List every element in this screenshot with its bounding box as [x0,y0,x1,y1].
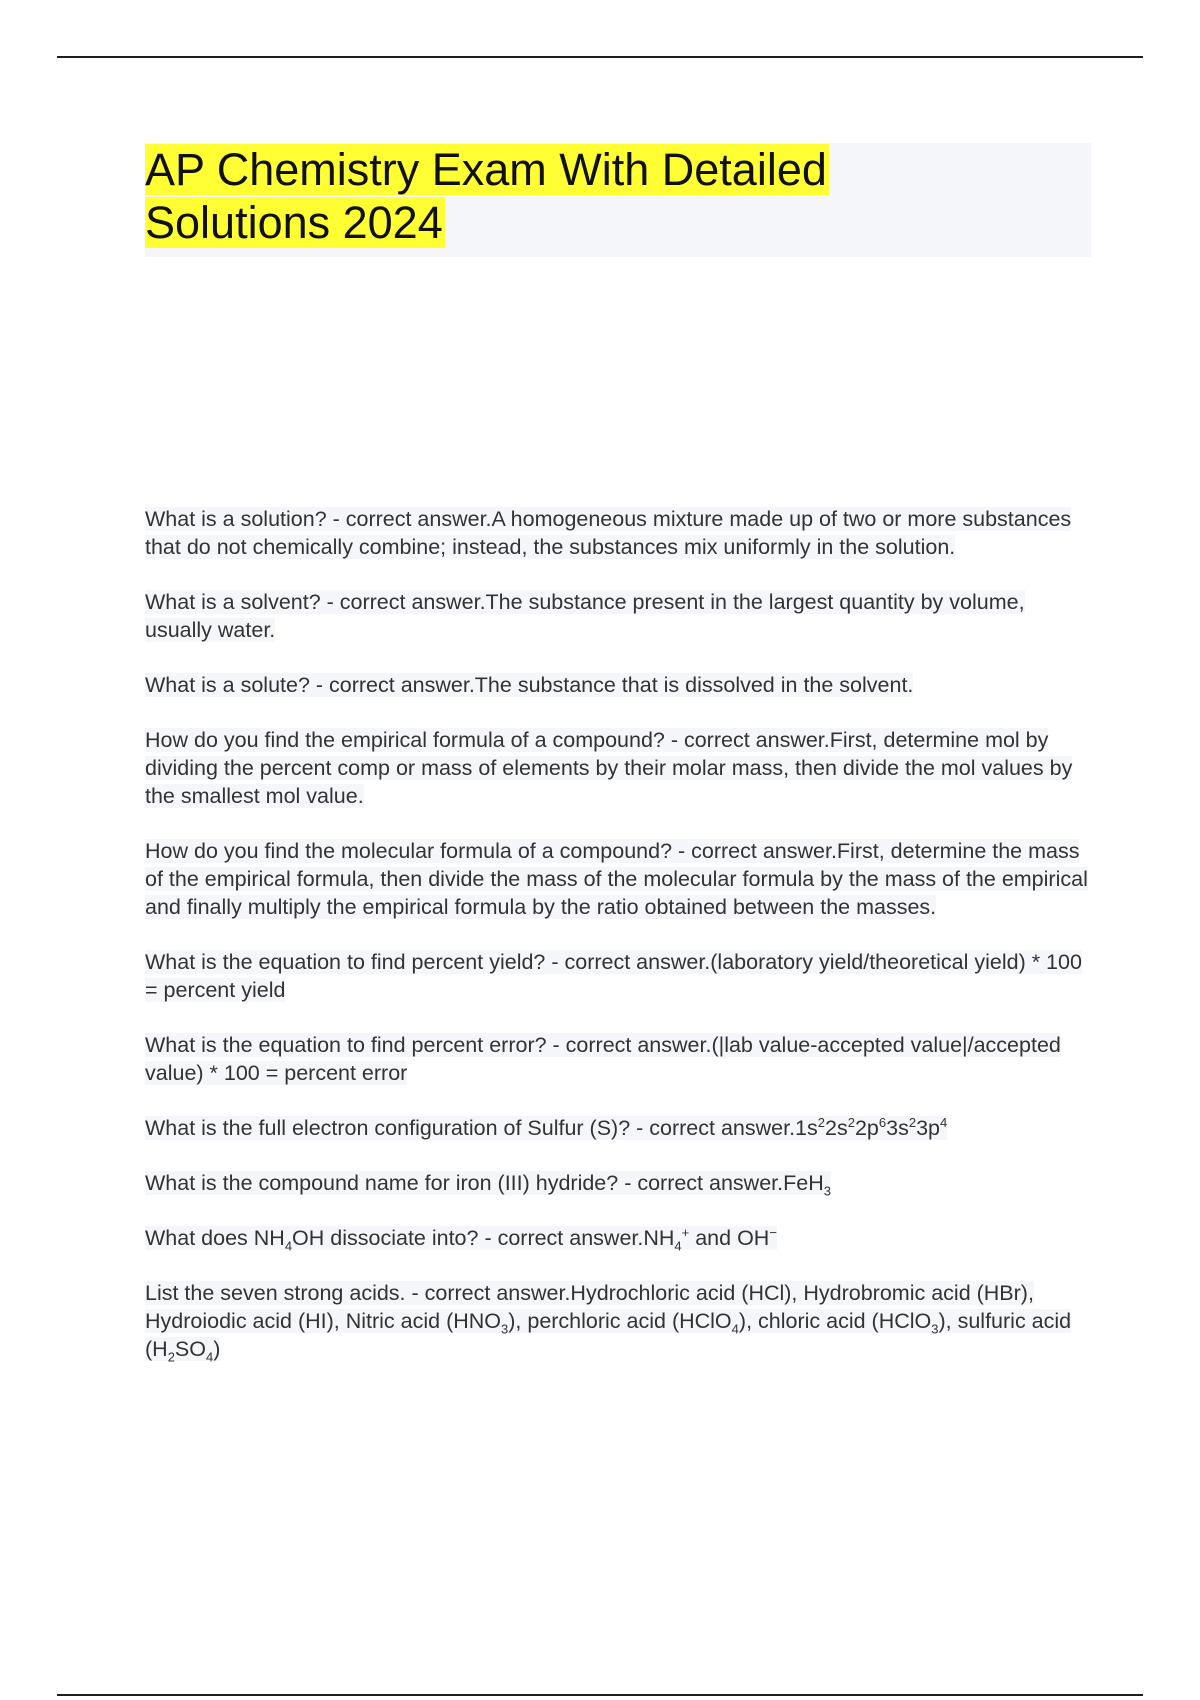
qa-item [145,837,1091,921]
qa-text-part: ), chloric acid (HClO [738,1309,932,1333]
qa-text-part: What does NH [145,1226,285,1250]
qa-text: How do you find the empirical formula of a compound? - correct answer.First, determine mol by dividing the percent comp or mass of elements by their molar mass, then divide the mol values by the smallest mol value. [145,728,1073,808]
footer-rule [57,1694,1143,1696]
title-block [145,143,1091,257]
superscript: 2 [817,1114,826,1130]
qa-item [145,1169,1091,1197]
qa-text: What is a solute? - correct answer.The substance that is dissolved in the solvent. [145,673,914,697]
qa-text [145,1116,947,1140]
qa-item [145,1224,1091,1252]
superscript: − [769,1224,777,1240]
qa-text-part: ), sulfuric acid (H [145,1309,1072,1361]
qa-item [145,1031,1091,1087]
qa-item [145,505,1091,561]
header-rule [57,56,1143,58]
qa-item [145,588,1091,644]
qa-text: What is a solution? - correct answer.A homogeneous mixture made up of two or more substances that do not chemically combine; instead, the substances mix uniformly in the solution. [145,507,1072,559]
qa-text: What is the equation to find percent error? - correct answer.(|lab value-accepted value|/accepted value) * 100 = percent error [145,1033,1061,1085]
superscript: + [681,1224,690,1240]
qa-text-part: 2s [825,1116,848,1140]
subscript: 2 [167,1349,175,1365]
qa-text [145,1224,777,1254]
superscript: 6 [878,1114,887,1130]
qa-text-part: What is the full electron configuration of Sulfur (S)? - correct answer.1s [145,1116,818,1140]
subscript: 3 [823,1183,831,1199]
qa-text-part: 2p [854,1116,879,1140]
qa-text-part: ), perchloric acid (HClO [508,1309,732,1333]
qa-text: What is the equation to find percent yield? - correct answer.(laboratory yield/theoretical yield) * 100 = percent yield [145,950,1082,1002]
qa-text-part: OH dissociate into? - correct answer.NH [292,1226,675,1250]
qa-text-part: SO [174,1337,206,1361]
superscript: 2 [847,1114,855,1130]
qa-text-part: List the seven strong acids. - correct answer.Hydrochloric acid (HCl), Hydrobromic acid (HBr), Hydroiodic acid (HI), Nitric acid (HNO [145,1281,1034,1333]
qa-list [145,505,1091,1390]
qa-item [145,671,1091,699]
qa-text: What is a solvent? - correct answer.The substance present in the largest quantity by volume, usually water. [145,590,1025,642]
subscript: 3 [931,1321,939,1337]
subscript: 4 [206,1349,214,1365]
qa-item [145,1279,1091,1363]
subscript: 4 [731,1321,739,1337]
qa-text: How do you find the molecular formula of a compound? - correct answer.First, determine the mass of the empirical formula, then divide the mass of the molecular formula by the mass of the empirical and finally multiply the empirical formula by the ratio obtained between the masses. [145,839,1088,919]
qa-text [145,1281,1072,1365]
superscript: 2 [908,1114,917,1130]
qa-item [145,948,1091,1004]
title-line-2: Solutions 2024 [145,197,443,248]
subscript: 3 [501,1321,509,1337]
qa-item [145,726,1091,810]
superscript: 4 [940,1114,948,1130]
qa-text-part: and OH [689,1226,770,1250]
qa-text-part: What is the compound name for iron (III) hydride? - correct answer.FeH [145,1171,824,1195]
qa-text-part: ) [213,1337,221,1361]
subscript: 4 [674,1238,682,1254]
document-title [145,143,1091,249]
title-line-1: AP Chemistry Exam With Detailed [145,144,827,195]
subscript: 4 [284,1238,293,1254]
qa-item [145,1114,1091,1142]
qa-text [145,1171,831,1199]
qa-text-part: 3s [886,1116,909,1140]
qa-text-part: 3p [916,1116,940,1140]
